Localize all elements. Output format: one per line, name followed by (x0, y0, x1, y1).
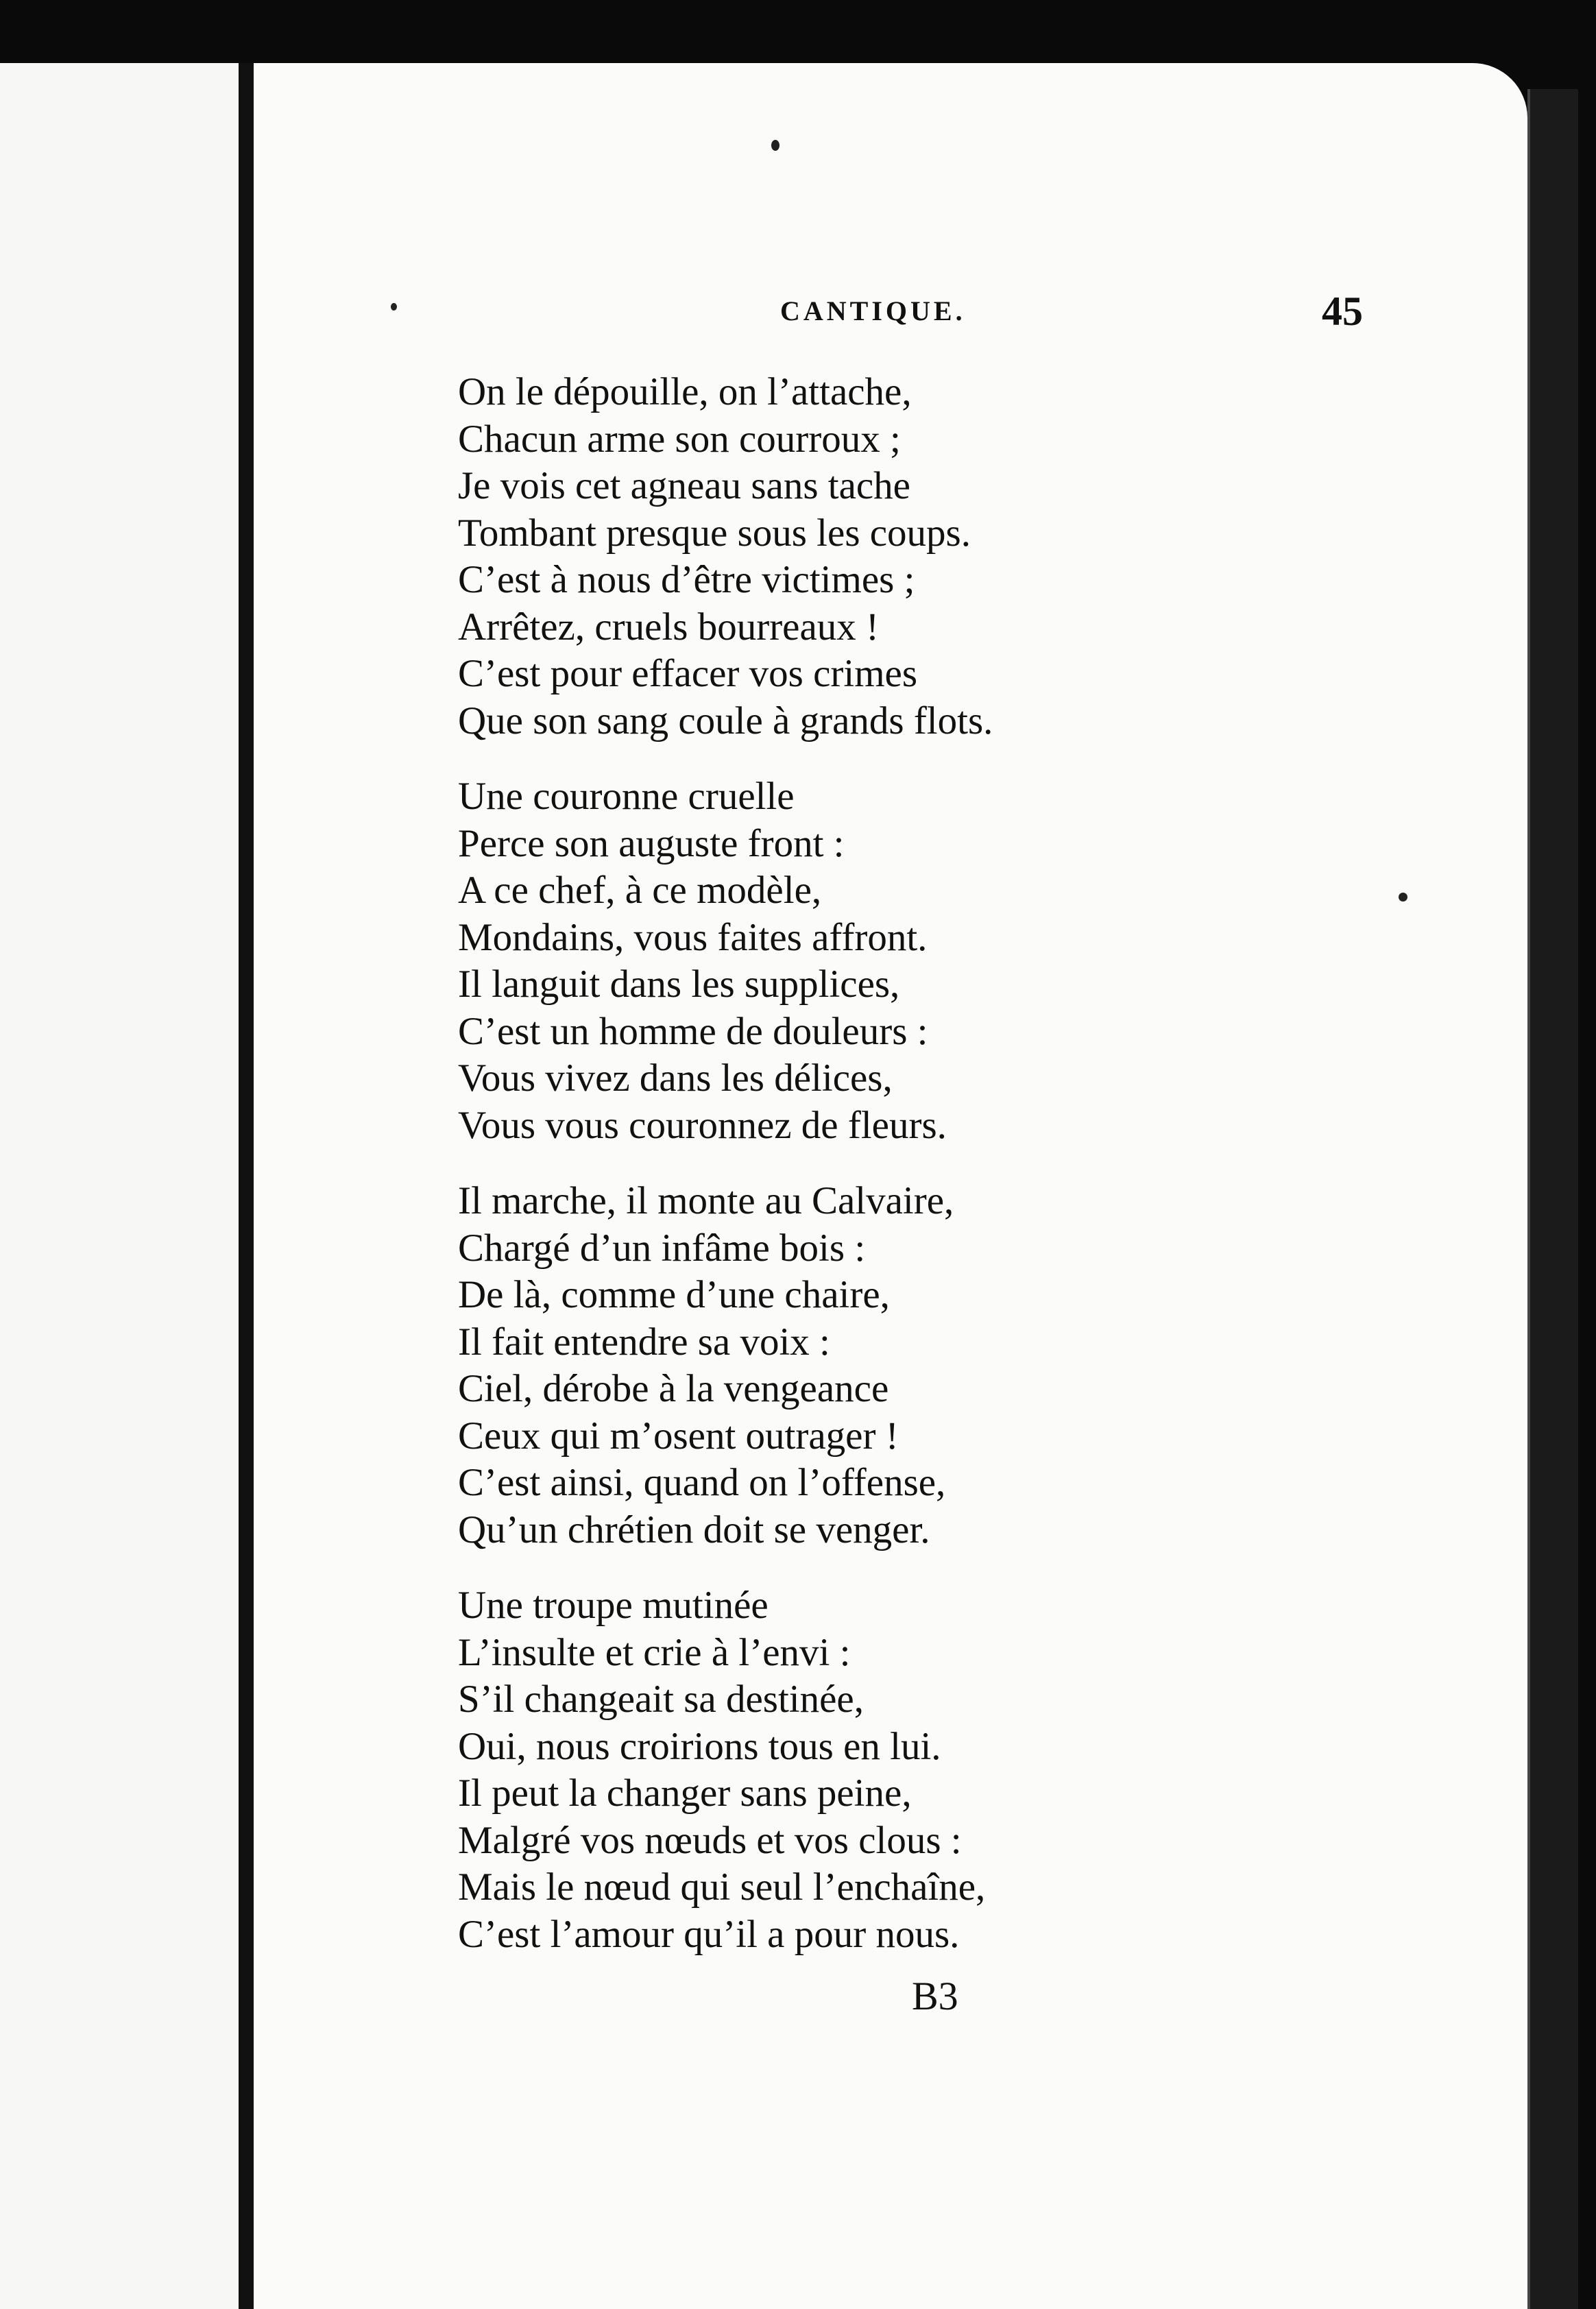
poem-body (458, 369, 1418, 1987)
facing-page-edge (0, 63, 239, 2309)
verse-line: C’est l’amour qu’il a pour nous. (458, 1912, 960, 1956)
verse-line: Ciel, dérobe à la vengeance (458, 1367, 889, 1410)
verse-line: Une troupe mutinée (458, 1584, 769, 1627)
verse-line: Il languit dans les supplices, (458, 963, 900, 1006)
verse-line: Oui, nous croirions tous en lui. (458, 1724, 941, 1768)
page-stack-edge (1527, 89, 1578, 2309)
verse-line: S’il changeait sa destinée, (458, 1678, 864, 1721)
verse-line: Ceux qui m’osent outrager ! (458, 1414, 899, 1458)
stanza (458, 369, 1418, 745)
book-gutter (239, 63, 254, 2309)
signature-mark: B3 (912, 1974, 958, 2018)
verse-line: C’est pour effacer vos crimes (458, 652, 918, 695)
verse-line: De là, comme d’une chaire, (458, 1273, 890, 1316)
verse-line: Qu’un chrétien doit se venger. (458, 1508, 930, 1551)
verse-line: Vous vous couronnez de fleurs. (458, 1103, 947, 1147)
verse-line: C’est un homme de douleurs : (458, 1009, 928, 1053)
running-title: CANTIQUE. (780, 295, 966, 326)
verse-line: Perce son auguste front : (458, 821, 845, 865)
verse-line: Mondains, vous faites affront. (458, 915, 928, 959)
verse-line: Arrêtez, cruels bourreaux ! (458, 605, 880, 649)
verse-line: Chargé d’un infâme bois : (458, 1226, 866, 1270)
verse-line: Il fait entendre sa voix : (458, 1320, 830, 1364)
stanza (458, 1582, 1418, 1958)
verse-line: Il peut la changer sans peine, (458, 1772, 912, 1815)
verse-line: Que son sang coule à grands flots. (458, 699, 993, 742)
verse-line: Il marche, il monte au Calvaire, (458, 1179, 954, 1222)
verse-line: C’est à nous d’être victimes ; (458, 558, 915, 601)
stanza (458, 773, 1418, 1149)
ink-speck (391, 303, 397, 311)
verse-line: L’insulte et crie à l’envi : (458, 1630, 851, 1674)
verse-line: Tombant presque sous les coups. (458, 511, 971, 555)
page-number: 45 (1322, 289, 1363, 334)
verse-line: Malgré vos nœuds et vos clous : (458, 1818, 962, 1862)
verse-line: Une couronne cruelle (458, 775, 795, 818)
verse-line: Je vois cet agneau sans tache (458, 464, 910, 507)
verse-line: Mais le nœud qui seul l’enchaîne, (458, 1865, 986, 1909)
verse-line: A ce chef, à ce modèle, (458, 869, 822, 912)
verse-line: On le dépouille, on l’attache, (458, 370, 912, 413)
verse-line: Vous vivez dans les délices, (458, 1056, 893, 1100)
verse-line: Chacun arme son courroux ; (458, 417, 901, 461)
ink-speck (771, 140, 779, 151)
stanza (458, 1178, 1418, 1554)
verse-line: C’est ainsi, quand on l’offense, (458, 1461, 946, 1504)
